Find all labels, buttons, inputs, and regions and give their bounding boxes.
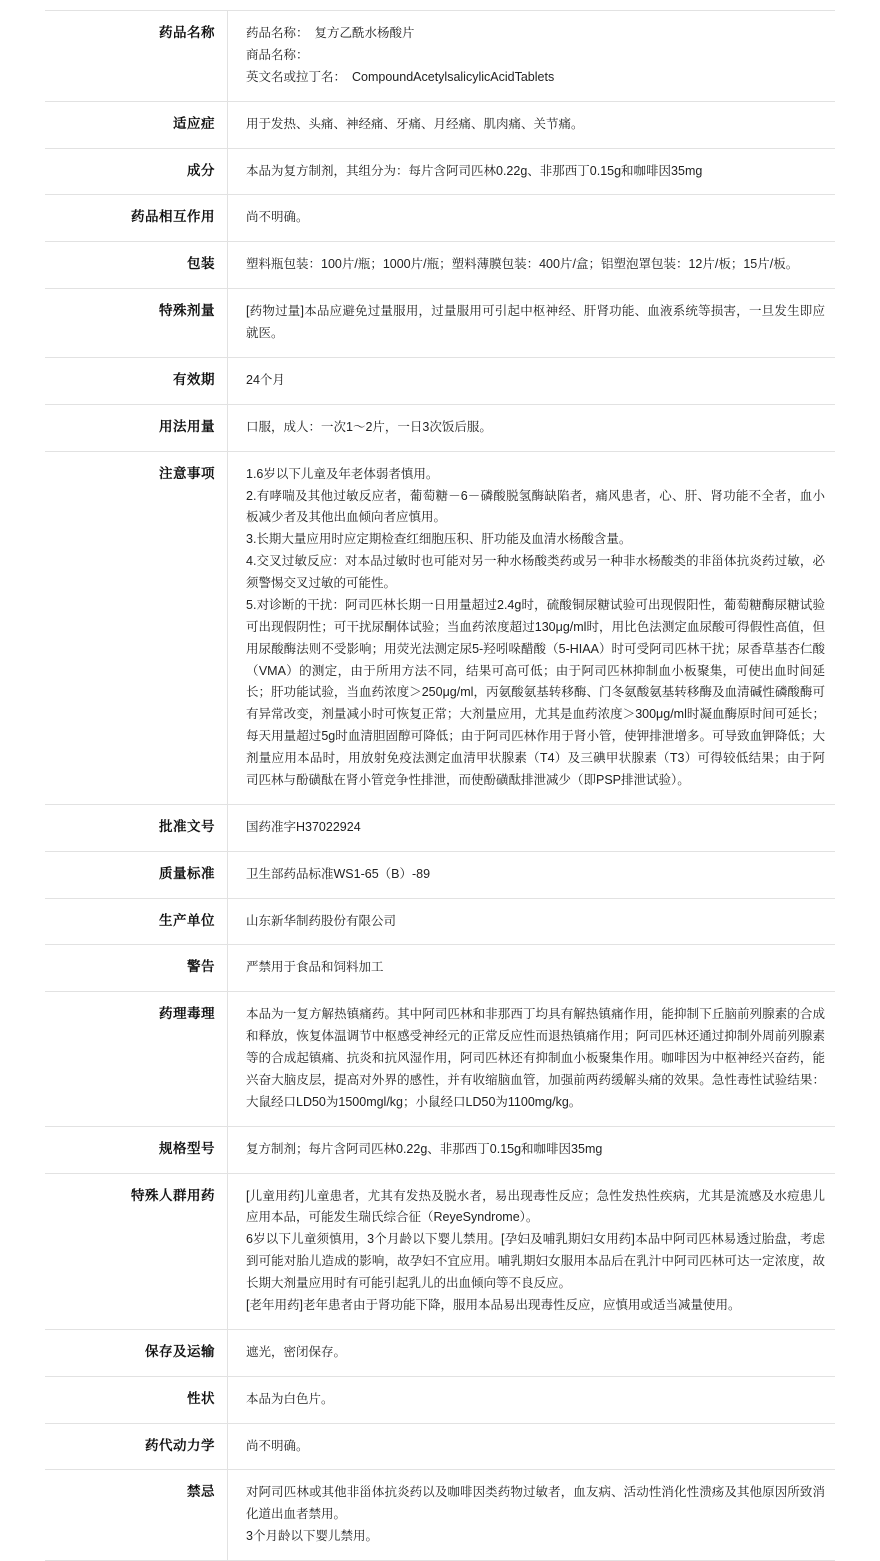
row-label: 警告 [45,945,228,992]
row-label: 批准文号 [45,804,228,851]
row-label: 性状 [45,1376,228,1423]
row-value-paragraph: 严禁用于食品和饲料加工 [246,960,384,975]
row-value-paragraph: 4.交叉过敏反应：对本品过敏时也可能对另一种水杨酸类药或另一种非水杨酸类的非甾体抗炎药过敏，必须警惕交叉过敏的可能性。 [246,554,825,590]
row-value [228,242,836,289]
table-row [45,101,835,148]
table-row [45,1423,835,1470]
row-value-paragraph: 1.6岁以下儿童及年老体弱者慎用。 [246,466,439,481]
table-row [45,11,835,102]
row-value [228,1173,836,1329]
row-value-subline-key: 商品名称： [246,47,309,62]
row-value-paragraph: 6岁以下儿童须慎用，3个月龄以下婴儿禁用。[孕妇及哺乳期妇女用药]本品中阿司匹林易透过胎盘，考虑到可能对胎儿造成的影响，故孕妇不宜应用。哺乳期妇女服用本品后在乳汁中阿司匹林可达一定浓度，故长期大剂量应用时有可能引起乳儿的出血倾向等不良反应。 [246,1232,825,1290]
row-label: 生产单位 [45,898,228,945]
row-value [228,851,836,898]
row-value [228,945,836,992]
row-value-paragraph: 对阿司匹林或其他非甾体抗炎药以及咖啡因类药物过敏者，血友病、活动性消化性溃疡及其他原因所致消化道出血者禁用。 [246,1485,825,1522]
table-row [45,289,835,358]
row-value-paragraph: 遮光，密闭保存。 [246,1344,347,1359]
row-value-paragraph: 2.有哮喘及其他过敏反应者，葡萄糖－6－磷酸脱氢酶缺陷者，痛风患者，心、肝、肾功能不全者，血小板减少者及其他出血倾向者应慎用。 [246,488,825,525]
row-value-subline-value: CompoundAcetylsalicylicAcidTablets [352,69,555,84]
row-value-paragraph: 24个月 [246,372,285,387]
drug-info-table-body [45,11,835,1561]
row-value-paragraph: 3个月龄以下婴儿禁用。 [246,1529,378,1544]
row-value [228,148,836,195]
row-value [228,804,836,851]
row-value [228,898,836,945]
row-label: 有效期 [45,357,228,404]
row-value-paragraph: 5.对诊断的干扰：阿司匹林长期一日用量超过2.4g时，硫酸铜尿糖试验可出现假阳性，葡萄糖酶尿糖试验可出现假阴性；可干扰尿酮体试验；当血药浓度超过130μg/ml时，用比色法测定血尿酸可得假性高值，但用尿酸酶法则不受影响；用荧光法测定尿5-羟吲哚醋酸（5-HIAA）时可受阿司匹林干扰；尿香草基杏仁酸（VMA）的测定，由于所用方法不同，结果可高可低；由于阿司匹林抑制血小板聚集，可使出血时间延长；肝功能试验，当血药浓度＞250μg/ml，丙氨酸氨基转移酶、门冬氨酸氨基转移酶及血清碱性磷酸酶可有异常改变，剂量减小时可恢复正常；大剂量应用，尤其是血药浓度＞300μg/ml时凝血酶原时间可延长；每天用量超过5g时血清胆固醇可降低；由于阿司匹林作用于肾小管，使钾排泄增多。可导致血钾降低；大剂量应用本品时，用放射免疫法测定血清甲状腺素（T4）及三碘甲状腺素（T3）可得较低结果；由于阿司匹林与酚磺酞在肾小管竞争性排泄，而使酚磺酞排泄减少（即PSP排泄试验）。 [246,597,825,787]
row-value [228,1126,836,1173]
table-row [45,242,835,289]
row-value-subline-value: 复方乙酰水杨酸片 [314,26,415,40]
row-value-paragraph: 卫生部药品标准WS1-65（B）-89 [246,866,431,881]
table-row [45,1173,835,1329]
row-value [228,1423,836,1470]
row-value-paragraph: [儿童用药]儿童患者，尤其有发热及脱水者，易出现毒性反应；急性发热性疾病，尤其是流感及水痘患儿应用本品，可能发生瑞氏综合征（ReyeSyndrome）。 [246,1188,825,1225]
row-value [228,1376,836,1423]
table-row [45,195,835,242]
row-value-paragraph: 复方制剂；每片含阿司匹林0.22g、非那西丁0.15g和咖啡因35mg [246,1141,603,1156]
row-label: 成分 [45,148,228,195]
row-label: 规格型号 [45,1126,228,1173]
row-value-paragraph: [老年用药]老年患者由于肾功能下降，服用本品易出现毒性反应，应慎用或适当减量使用。 [246,1297,741,1312]
row-value-paragraph: 本品为一复方解热镇痛药。其中阿司匹林和非那西丁均具有解热镇痛作用，能抑制下丘脑前列腺素的合成和释放，恢复体温调节中枢感受神经元的正常反应性而退热镇痛作用；阿司匹林还通过抑制外周前列腺素等的合成起镇痛、抗炎和抗风湿作用，阿司匹林还有抑制血小板聚集作用。咖啡因为中枢神经兴奋药，能兴奋大脑皮层，提高对外界的感性，并有收缩脑血管，加强前两药缓解头痛的效果。急性毒性试验结果：大鼠经口LD50为1500mgl/kg；小鼠经口LD50为1100mg/kg。 [246,1007,825,1109]
row-label: 药理毒理 [45,992,228,1126]
row-value-paragraph: 尚不明确。 [246,210,309,225]
row-label: 药品名称 [45,11,228,102]
table-row [45,945,835,992]
row-value-paragraph: 口服，成人：一次1～2片，一日3次饭后服。 [246,419,492,434]
row-label: 用法用量 [45,404,228,451]
row-value-subline [246,45,825,67]
row-label: 药代动力学 [45,1423,228,1470]
row-label: 质量标准 [45,851,228,898]
drug-info-table [45,10,835,1561]
row-label: 适应症 [45,101,228,148]
row-value-paragraph: 本品为复方制剂，其组分为：每片含阿司匹林0.22g、非那西丁0.15g和咖啡因35mg [246,163,703,178]
row-value-paragraph: 用于发热、头痛、神经痛、牙痛、月经痛、肌肉痛、关节痛。 [246,116,584,131]
row-value-paragraph: 3.长期大量应用时应定期检查红细胞压积、肝功能及血清水杨酸含量。 [246,532,632,547]
table-row [45,1126,835,1173]
row-label: 特殊人群用药 [45,1173,228,1329]
row-value-paragraph: 尚不明确。 [246,1438,309,1453]
row-label: 药品相互作用 [45,195,228,242]
row-value [228,101,836,148]
table-row [45,148,835,195]
table-row [45,404,835,451]
row-label: 包装 [45,242,228,289]
table-row [45,898,835,945]
table-row [45,357,835,404]
row-value-paragraph: 本品为白色片。 [246,1391,334,1406]
table-row [45,804,835,851]
row-value [228,1470,836,1561]
row-label: 特殊剂量 [45,289,228,358]
row-value-paragraph: 国药准字H37022924 [246,819,361,834]
row-value-paragraph: 塑料瓶包装：100片/瓶；1000片/瓶；塑料薄膜包装：400片/盒；铝塑泡罩包装：12片/板；15片/板。 [246,257,799,272]
row-value [228,357,836,404]
row-label: 禁忌 [45,1470,228,1561]
row-label: 注意事项 [45,451,228,804]
table-row [45,1376,835,1423]
table-row [45,1470,835,1561]
row-value-subline-key: 药品名称： [246,26,309,40]
table-row [45,851,835,898]
row-value [228,451,836,804]
row-value [228,1329,836,1376]
row-value-subline [246,23,825,45]
row-value [228,195,836,242]
row-value [228,404,836,451]
row-value-paragraph: 山东新华制药股份有限公司 [246,913,397,928]
row-value [228,11,836,102]
table-row [45,992,835,1126]
row-value-subline-key: 英文名或拉丁名： [246,69,347,84]
row-value-subline [246,67,825,89]
table-row [45,451,835,804]
row-label: 保存及运输 [45,1329,228,1376]
table-row [45,1329,835,1376]
row-value [228,992,836,1126]
row-value [228,289,836,358]
row-value-paragraph: [药物过量]本品应避免过量服用，过量服用可引起中枢神经、肝肾功能、血液系统等损害，一旦发生即应就医。 [246,304,825,340]
